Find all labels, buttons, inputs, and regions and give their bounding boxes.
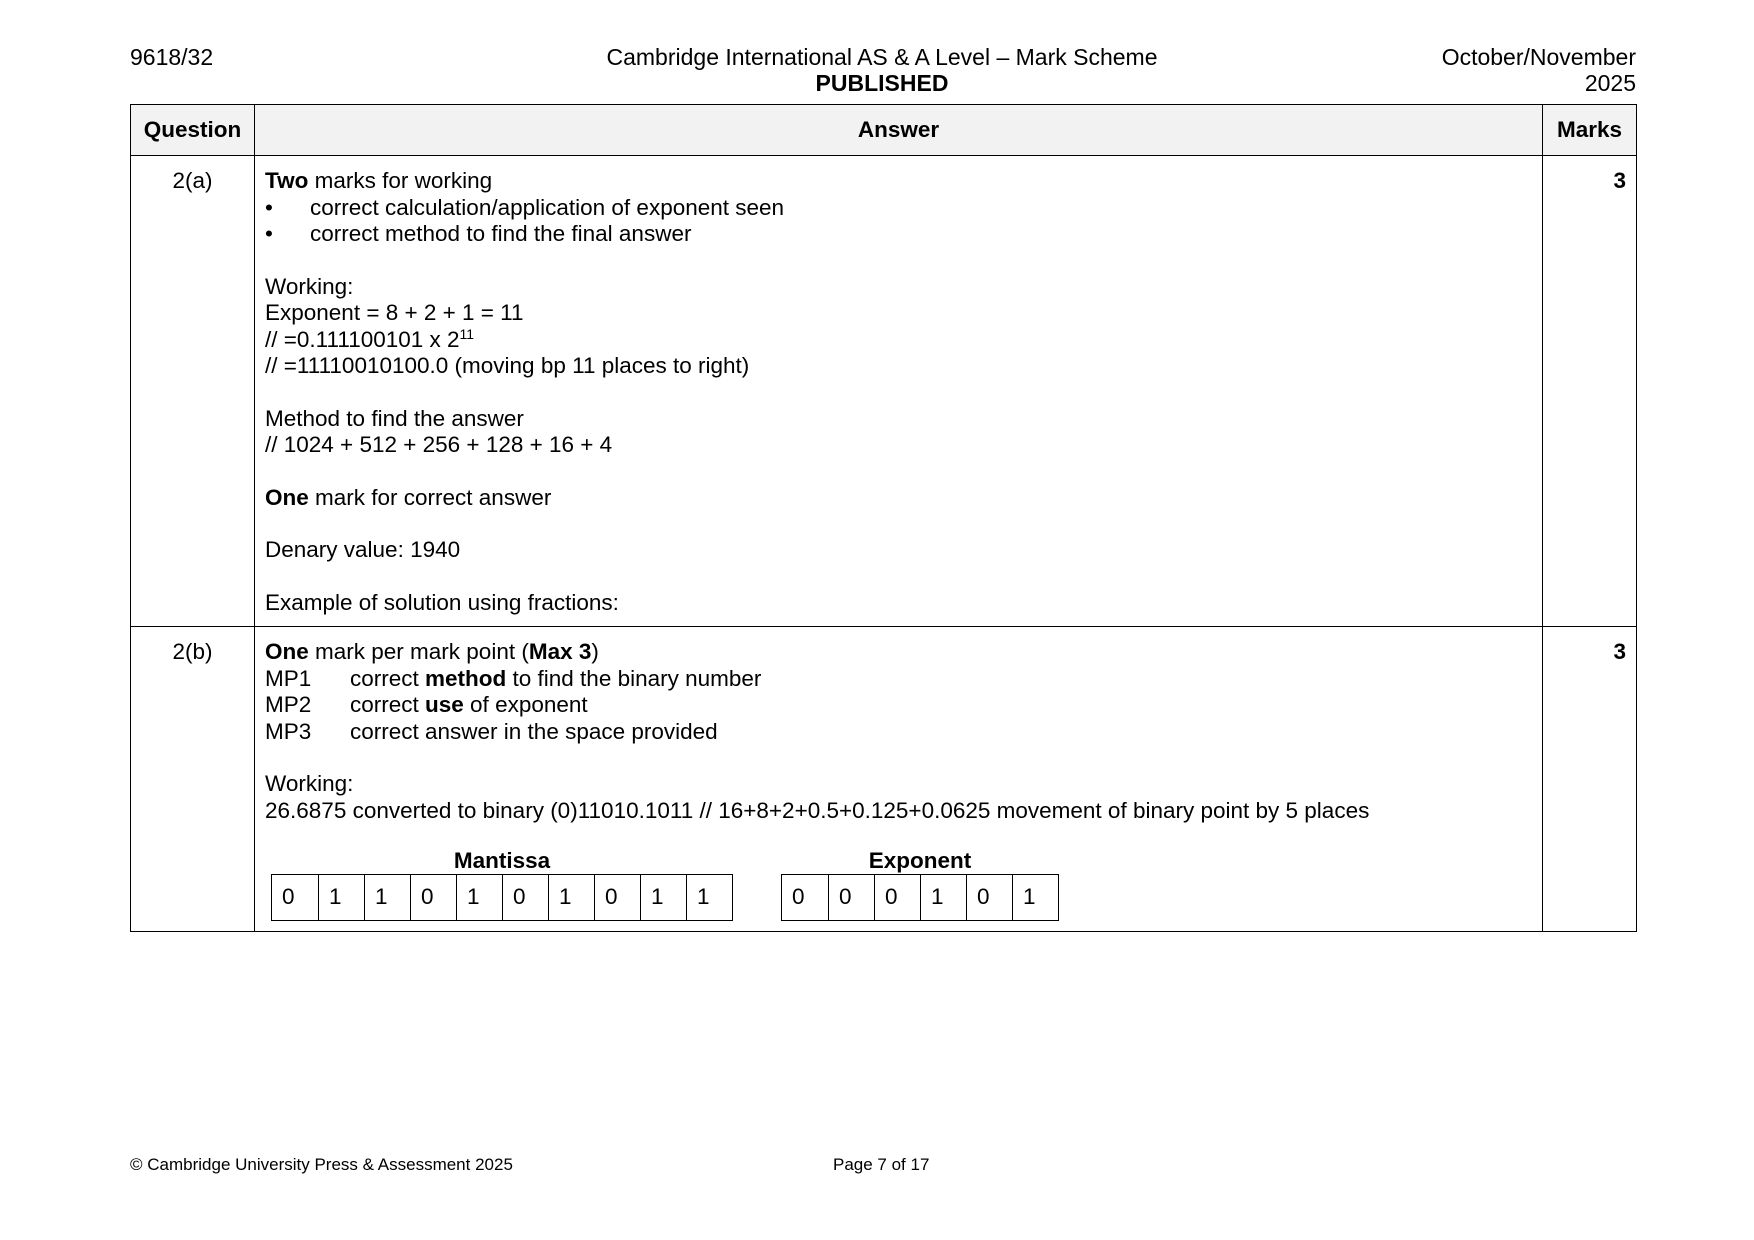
question-number: 2(b)	[131, 627, 255, 932]
mantissa-bit: 1	[640, 875, 686, 920]
exponent-bit: 0	[874, 875, 920, 920]
paper-code: 9618/32	[130, 44, 214, 70]
table-row	[131, 627, 1637, 932]
mantissa-bit: 1	[364, 875, 410, 920]
mantissa-bit: 0	[410, 875, 456, 920]
title-line: Cambridge International AS & A Level – Mark Scheme	[606, 44, 1158, 70]
example-note: Example of solution using fractions:	[265, 589, 619, 615]
mantissa-bit: 1	[456, 875, 502, 920]
copyright-notice: © Cambridge University Press & Assessment 2025	[130, 1155, 513, 1174]
bullet-item: • correct calculation/application of exponent seen	[265, 194, 785, 220]
mantissa-bit: 0	[502, 875, 548, 920]
exponent-bit: 0	[828, 875, 874, 920]
answer-header: Answer	[255, 105, 1543, 156]
mark-scheme-table	[130, 104, 1637, 932]
method-label: Method to find the answer	[265, 405, 524, 431]
marks-value: 3	[1543, 156, 1637, 627]
working-line: // =11110010100.0 (moving bp 11 places to right)	[265, 353, 750, 378]
exam-session	[1442, 44, 1636, 96]
mantissa-bit: 1	[686, 875, 732, 920]
method-line: // 1024 + 512 + 256 + 128 + 16 + 4	[265, 432, 613, 457]
mantissa-group	[271, 848, 733, 921]
mantissa-bits	[271, 874, 733, 921]
table-header-row	[131, 105, 1637, 156]
exponent-bit: 1	[1012, 875, 1058, 920]
mantissa-label: Mantissa	[453, 848, 551, 873]
question-number: 2(a)	[131, 156, 255, 627]
exponent-label: Exponent	[868, 848, 972, 873]
session-month: October/November	[1441, 44, 1636, 70]
page-number: Page 7 of 17	[833, 1155, 930, 1174]
answer-mark-note: One mark for correct answer	[265, 484, 552, 510]
mantissa-bit: 1	[548, 875, 594, 920]
exponent-bits	[781, 874, 1059, 921]
working-line: 26.6875 converted to binary (0)11010.1011 // 16+8+2+0.5+0.125+0.0625 movement of binary point by 5 places	[265, 797, 1370, 823]
denary-value: Denary value: 1940	[265, 537, 461, 562]
marks-value: 3	[1543, 627, 1637, 932]
mark-point: MP1 correct method to find the binary number	[265, 665, 762, 691]
floating-point-register	[271, 848, 1532, 921]
bullet-item: • correct method to find the final answer	[265, 221, 692, 246]
answer-cell	[255, 156, 1543, 627]
table-row	[131, 156, 1637, 627]
document-title	[500, 44, 1264, 96]
answer-cell	[255, 627, 1543, 932]
marks-header: Marks	[1543, 105, 1637, 156]
session-year: 2025	[1584, 70, 1636, 96]
mantissa-bit: 0	[282, 884, 295, 910]
mantissa-bit: 0	[594, 875, 640, 920]
exponent-bit: 0	[792, 884, 805, 910]
mantissa-bit: 1	[318, 875, 364, 920]
working-label: Working:	[265, 771, 354, 796]
working-line: Exponent = 8 + 2 + 1 = 11	[265, 300, 524, 325]
marks-intro: Two marks for working	[265, 168, 493, 193]
working-label: Working:	[265, 273, 354, 299]
exponent-group	[781, 848, 1059, 921]
published-label: PUBLISHED	[815, 70, 949, 96]
exponent-bit: 1	[920, 875, 966, 920]
mark-point: MP3 correct answer in the space provided	[265, 718, 718, 744]
exponent-bit: 0	[966, 875, 1012, 920]
marks-intro: One mark per mark point (Max 3)	[265, 639, 599, 664]
mark-point: MP2 correct use of exponent	[265, 692, 588, 717]
working-line: // =0.111100101 x $2^{11}$	[265, 325, 475, 352]
question-header: Question	[131, 105, 255, 156]
